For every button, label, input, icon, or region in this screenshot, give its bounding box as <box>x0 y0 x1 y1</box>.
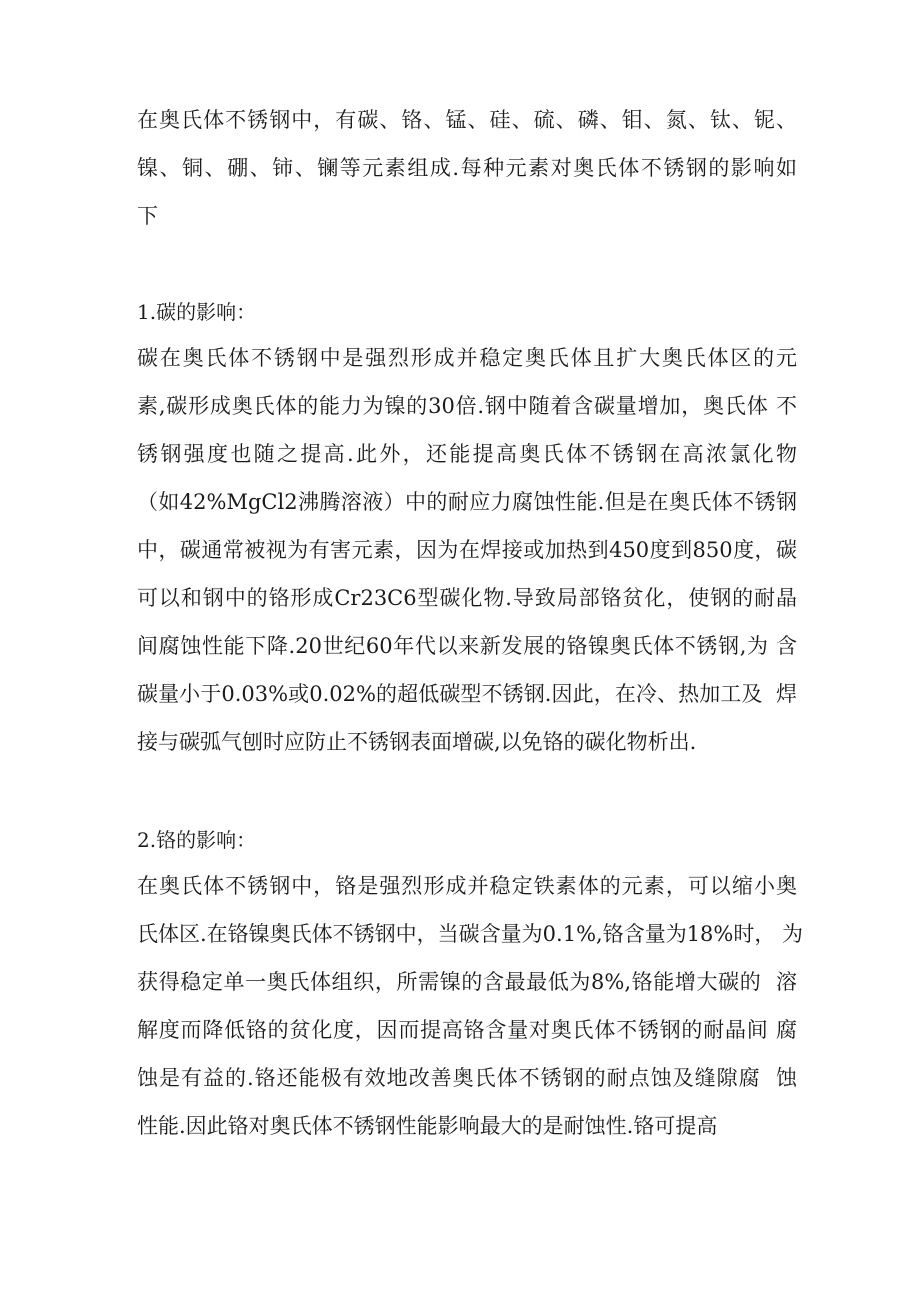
section1-heading: 1.碳的影响： <box>137 300 257 324</box>
section2-heading: 2.铬的影响： <box>137 828 257 852</box>
section1-line-5: 中，碳通常被视为有害元素，因为在焊接或加热到450度到850度，碳 <box>137 538 797 562</box>
section2-line-3: 获得稳定单一奥氏体组织，所需镍的含最最低为8%,铬能增大碳的 溶 <box>137 970 797 994</box>
intro-line-1: 在奥氏体不锈钢中，有碳、铬、锰、硅、硫、磷、钼、氮、钛、铌、 <box>137 108 797 132</box>
section1-line-4: （如42%MgCl2沸腾溶液）中的耐应力腐蚀性能.但是在奥氏体不锈钢 <box>137 490 797 514</box>
section1-line-8: 碳量小于0.03%或0.02%的超低碳型不锈钢.因此，在冷、热加工及 焊 <box>137 682 797 706</box>
section1-line-9: 接与碳弧气刨时应防止不锈钢表面增碳,以免铬的碳化物析出. <box>137 730 697 754</box>
section2-line-2: 氏体区.在铬镍奥氏体不锈钢中，当碳含量为0.1%,铬含量为18%时， 为 <box>137 922 804 946</box>
section1-line-2: 素,碳形成奥氏体的能力为镍的30倍.钢中随着含碳量增加，奥氏体 不 <box>137 394 797 418</box>
section1-line-3: 锈钢强度也随之提高.此外，还能提高奥氏体不锈钢在高浓氯化物 <box>137 442 797 466</box>
section2-line-5: 蚀是有益的.铬还能极有效地改善奥氏体不锈钢的耐点蚀及缝隙腐 蚀 <box>137 1066 797 1090</box>
section1-line-1: 碳在奥氏体不锈钢中是强烈形成并稳定奥氏体且扩大奥氏体区的元 <box>137 346 797 370</box>
section1-line-7: 间腐蚀性能下降.20世纪60年代以来新发展的铬镍奥氏体不锈钢,为 含 <box>137 634 797 658</box>
intro-line-3: 下 <box>137 204 158 228</box>
section2-line-1: 在奥氏体不锈钢中，铬是强烈形成并稳定铁素体的元素，可以缩小奥 <box>137 874 797 898</box>
section2-line-6: 性能.因此铬对奥氏体不锈钢性能影响最大的是耐蚀性.铬可提高 <box>137 1114 718 1138</box>
section1-line-6: 可以和钢中的铬形成Cr23C6型碳化物.导致局部铬贫化，使钢的耐晶 <box>137 586 797 610</box>
intro-line-2: 镍、铜、硼、铈、镧等元素组成.每种元素对奥氏体不锈钢的影响如 <box>137 156 797 180</box>
section2-line-4: 解度而降低铬的贫化度，因而提高铬含量对奥氏体不锈钢的耐晶间 腐 <box>137 1018 797 1042</box>
